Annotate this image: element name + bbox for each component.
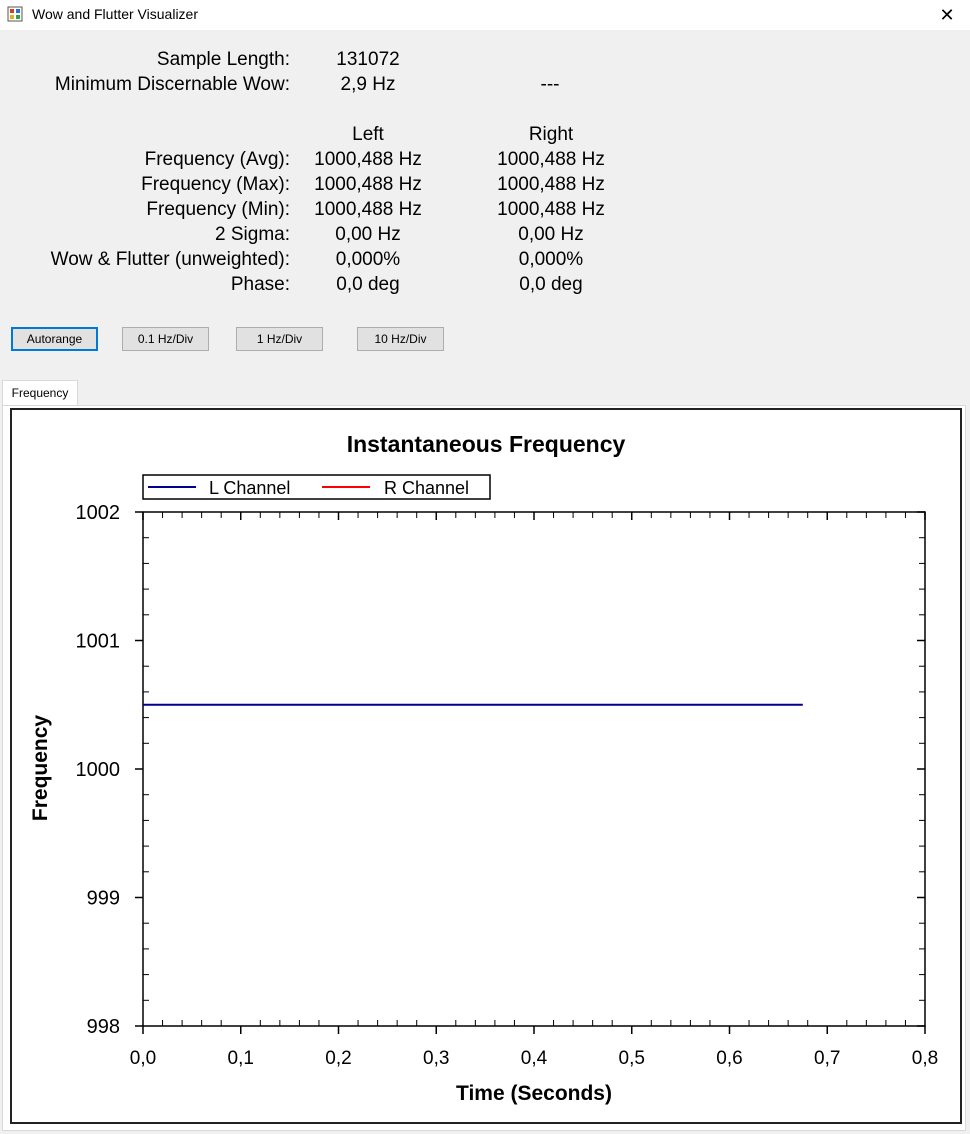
stat-row-left: 0,00 Hz — [335, 224, 401, 245]
stat-row-right: 0,00 Hz — [518, 224, 584, 245]
stat-row-right: 0,000% — [518, 249, 584, 270]
legend-l-channel-label: L Channel — [209, 478, 291, 498]
stat-row-left: 1000,488 Hz — [314, 174, 422, 195]
stat-row-label: Frequency (Min): — [146, 199, 290, 220]
stat-row-left: 1000,488 Hz — [314, 149, 422, 170]
stat-row-label: Frequency (Avg): — [144, 149, 290, 170]
scale-10-hz-button[interactable]: 10 Hz/Div — [357, 327, 444, 351]
window-title: Wow and Flutter Visualizer — [32, 6, 198, 22]
stat-row-label: 2 Sigma: — [215, 224, 290, 245]
column-right-header: Right — [528, 124, 574, 145]
stat-row-left: 0,0 deg — [336, 274, 400, 295]
tab-frequency[interactable]: Frequency — [2, 380, 78, 406]
x-tick-label: 0,6 — [716, 1048, 743, 1069]
stat-row-label: Wow & Flutter (unweighted): — [50, 249, 290, 270]
scale-1-hz-button[interactable]: 1 Hz/Div — [236, 327, 323, 351]
x-tick-label: 0,0 — [129, 1048, 157, 1069]
close-icon: ✕ — [939, 4, 955, 25]
x-tick-label: 0,5 — [618, 1048, 645, 1069]
x-tick-label: 0,1 — [227, 1048, 254, 1069]
x-tick-label: 0,4 — [520, 1048, 548, 1069]
autorange-button[interactable]: Autorange — [11, 327, 98, 351]
chart-frame — [10, 408, 962, 1124]
stat-row-left: 1000,488 Hz — [314, 199, 422, 220]
stat-row-label: Phase: — [230, 274, 290, 295]
min-wow-value: 2,9 Hz — [340, 74, 396, 95]
stat-row-right: 1000,488 Hz — [497, 149, 605, 170]
min-wow-label: Minimum Discernable Wow: — [54, 74, 290, 95]
legend — [143, 475, 490, 499]
plot-area — [143, 512, 925, 1026]
title-bar — [0, 0, 970, 30]
y-tick-label: 999 — [86, 887, 120, 910]
legend-r-channel-label: R Channel — [384, 478, 470, 498]
close-button[interactable] — [924, 0, 970, 30]
frequency-chart — [12, 410, 960, 1122]
x-tick-label: 0,3 — [423, 1048, 450, 1069]
stat-row-right: 1000,488 Hz — [497, 199, 605, 220]
stat-row-label: Frequency (Max): — [141, 174, 290, 195]
scale-0-1-hz-button[interactable]: 0.1 Hz/Div — [122, 327, 209, 351]
y-tick-label: 1001 — [75, 630, 120, 653]
x-tick-label: 0,8 — [911, 1048, 939, 1069]
app-icon — [7, 6, 23, 22]
x-tick-label: 0,7 — [814, 1048, 841, 1069]
sample-length-value: 131072 — [336, 49, 400, 70]
y-axis-label: Frequency — [29, 714, 52, 822]
y-tick-label: 998 — [86, 1016, 120, 1038]
x-axis-label: Time (Seconds) — [456, 1082, 612, 1105]
y-tick-label: 1000 — [75, 759, 120, 781]
sample-length-label: Sample Length: — [156, 49, 290, 70]
x-tick-label: 0,2 — [325, 1048, 352, 1069]
column-left-header: Left — [352, 124, 384, 145]
min-wow-extra: --- — [540, 74, 560, 95]
chart-title: Instantaneous Frequency — [346, 431, 626, 457]
stat-row-right: 1000,488 Hz — [497, 174, 605, 195]
stat-row-right: 0,0 deg — [519, 274, 583, 295]
axes — [76, 502, 939, 1069]
y-tick-label: 1002 — [75, 502, 120, 524]
stat-row-left: 0,000% — [335, 249, 401, 270]
